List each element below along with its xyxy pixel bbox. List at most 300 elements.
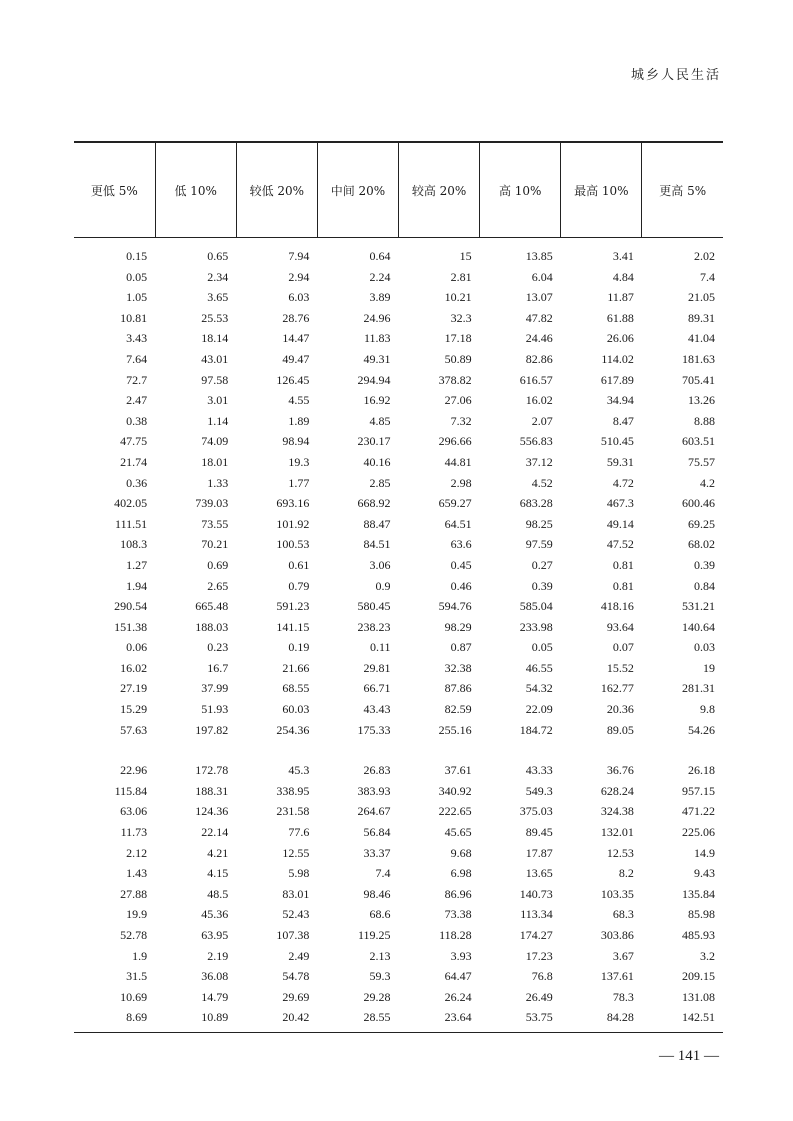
table-cell: 63.95 [201,928,229,942]
table-cell: 60.03 [282,702,310,717]
table-cell: 20.42 [282,1010,310,1025]
table-header-row [74,142,723,238]
table-cell: 1.14 [207,413,229,428]
table-cell: 549.3 [525,783,553,798]
table-cell: 68.3 [612,907,634,922]
table-cell: 59.31 [606,454,634,469]
table-cell: 51.93 [201,702,229,717]
table-row [74,863,723,884]
table-cell: 29.81 [363,660,391,675]
table-cell: 36.08 [201,969,229,984]
table-cell: 3.93 [450,948,472,963]
table-cell: 209.15 [682,969,715,984]
table-cell: 0.9 [375,578,391,593]
table-cell: 46.55 [525,660,553,675]
table-cell: 2.81 [450,269,472,284]
table-cell: 5.98 [288,866,310,881]
table-cell: 3.65 [207,290,229,305]
table-cell: 9.43 [694,866,715,881]
table-cell: 49.47 [282,351,310,366]
table-cell: 375.03 [519,804,553,819]
table-cell: 43.43 [363,702,391,717]
table-row [74,555,723,576]
table-row [74,946,723,967]
table-cell: 142.51 [682,1010,715,1025]
table-cell: 24.46 [525,331,553,346]
table-cell: 4.52 [531,475,553,490]
table-cell: 0.05 [531,640,553,655]
table-cell: 11.73 [120,825,148,840]
table-cell: 281.31 [682,681,715,696]
table-cell: 0.27 [531,557,553,572]
table-cell: 107.38 [276,928,310,942]
table-cell: 73.55 [201,516,229,531]
table-cell: 63.06 [120,804,148,819]
table-cell: 86.96 [444,886,472,901]
table-cell: 137.61 [600,969,634,984]
table-cell: 693.16 [276,496,310,511]
table-cell: 9.68 [450,845,472,860]
table-cell: 1.9 [132,948,148,963]
table-cell: 255.16 [438,722,472,737]
table-cell: 556.83 [519,434,553,449]
table-cell: 89.45 [525,825,553,840]
table-cell: 27.06 [444,393,472,408]
table-cell: 0.64 [369,249,391,263]
table-cell: 45.65 [444,825,472,840]
table-row [74,328,723,349]
table-cell: 0.23 [207,640,229,655]
table-cell: 8.2 [618,866,634,881]
column-header: 低 10% [155,142,236,238]
table-cell: 591.23 [276,599,310,614]
table-cell: 340.92 [438,783,472,798]
table-cell: 108.3 [120,537,148,552]
table-cell: 13.85 [525,249,553,263]
table-cell: 54.78 [282,969,310,984]
table-cell: 338.95 [276,783,310,798]
group-spacer [74,740,723,760]
table-cell: 37.61 [444,763,472,778]
table-cell: 0.39 [531,578,553,593]
table-cell: 28.55 [363,1010,391,1025]
table-cell: 0.36 [126,475,148,490]
table-cell: 34.94 [606,393,634,408]
table-cell: 100.53 [276,537,310,552]
table-cell: 2.13 [369,948,391,963]
table-row [74,987,723,1008]
table-row [74,370,723,391]
table-cell: 82.59 [444,702,472,717]
table-cell: 1.89 [288,413,310,428]
table-cell: 44.81 [444,454,472,469]
table-cell: 16.02 [525,393,553,408]
table-cell: 126.45 [276,372,310,387]
table-cell: 617.89 [600,372,634,387]
table-cell: 140.64 [682,619,715,634]
table-cell: 54.32 [525,681,553,696]
table-cell: 14.47 [282,331,310,346]
table-cell: 0.84 [694,578,715,593]
table-row [74,699,723,720]
table-cell: 6.03 [288,290,310,305]
table-cell: 13.07 [525,290,553,305]
table-cell: 124.36 [195,804,229,819]
table-cell: 52.78 [120,928,148,942]
table-cell: 84.28 [606,1010,634,1025]
table-row [74,390,723,411]
table-row [74,452,723,473]
table-row [74,720,723,741]
table-cell: 1.43 [126,866,148,881]
table-cell: 49.31 [363,351,391,366]
table-row [74,904,723,925]
table-cell: 19.3 [288,454,310,469]
table-cell: 1.05 [126,290,148,305]
table-cell: 659.27 [438,496,472,511]
table-cell: 61.88 [606,310,634,325]
table-cell: 75.57 [688,454,715,469]
table-cell: 20.36 [606,702,634,717]
table-cell: 78.3 [612,989,634,1004]
table-cell: 1.77 [288,475,310,490]
table-cell: 97.58 [201,372,229,387]
table-cell: 0.03 [694,640,715,655]
table-cell: 24.96 [363,310,391,325]
table-cell: 230.17 [357,434,391,449]
table-cell: 0.81 [612,557,634,572]
table-cell: 0.07 [612,640,634,655]
table-cell: 151.38 [114,619,148,634]
table-cell: 54.26 [688,722,715,737]
table-cell: 3.41 [612,249,634,263]
table-cell: 26.06 [606,331,634,346]
table-cell: 72.7 [126,372,148,387]
table-cell: 135.84 [682,886,715,901]
table-cell: 113.34 [520,907,553,922]
table-cell: 21.74 [120,454,148,469]
table-cell: 418.16 [600,599,634,614]
table-cell: 59.3 [369,969,391,984]
table-cell: 471.22 [682,804,715,819]
table-row [74,287,723,308]
table-cell: 64.47 [444,969,472,984]
table-cell: 510.45 [600,434,634,449]
table-cell: 188.03 [195,619,229,634]
table-row [74,822,723,843]
table-cell: 9.8 [700,702,715,717]
table-cell: 111.51 [115,516,148,531]
table-cell: 32.38 [444,660,472,675]
table-cell: 7.64 [126,351,148,366]
table-cell: 0.87 [450,640,472,655]
table-cell: 18.14 [201,331,229,346]
table-cell: 4.84 [612,269,634,284]
table-cell: 89.05 [606,722,634,737]
table-cell: 603.51 [682,434,715,449]
table-cell: 22.14 [201,825,229,840]
table-cell: 402.05 [114,496,148,511]
table-cell: 0.15 [126,249,148,263]
table-row [74,801,723,822]
table-cell: 48.5 [207,886,229,901]
table-cell: 98.29 [444,619,472,634]
table-cell: 26.83 [363,763,391,778]
column-header: 较高 20% [399,142,480,238]
table-cell: 29.69 [282,989,310,1004]
table-cell: 50.89 [444,351,472,366]
table-cell: 29.28 [363,989,391,1004]
table-cell: 181.63 [682,351,715,366]
table-cell: 4.15 [207,866,229,881]
table-cell: 15.52 [606,660,634,675]
table-cell: 585.04 [519,599,553,614]
table-cell: 45.3 [288,763,310,778]
column-header: 更低 5% [74,142,155,238]
table-cell: 172.78 [195,763,229,778]
table-row [74,267,723,288]
table-cell: 7.94 [288,249,310,263]
table-cell: 3.06 [369,557,391,572]
table-cell: 49.14 [606,516,634,531]
table-cell: 37.12 [525,454,553,469]
table-cell: 89.31 [688,310,715,325]
table-cell: 141.15 [276,619,310,634]
table-cell: 10.81 [120,310,148,325]
table-cell: 88.47 [363,516,391,531]
table-cell: 40.16 [363,454,391,469]
table-cell: 2.85 [369,475,391,490]
table-row [74,238,723,267]
table-cell: 580.45 [357,599,391,614]
table-cell: 2.98 [450,475,472,490]
table-row [74,760,723,781]
table-cell: 74.09 [201,434,229,449]
table-cell: 84.51 [363,537,391,552]
table-cell: 2.02 [694,249,715,263]
table-cell: 66.71 [363,681,391,696]
table-cell: 7.4 [700,269,715,284]
table-cell: 53.75 [525,1010,553,1025]
table-cell: 43.33 [525,763,553,778]
table-cell: 4.21 [207,845,229,860]
table-row [74,843,723,864]
table-cell: 0.79 [288,578,310,593]
table-cell: 184.72 [519,722,553,737]
table-cell: 8.88 [694,413,715,428]
table-cell: 43.01 [201,351,229,366]
table-cell: 254.36 [276,722,310,737]
table-cell: 14.9 [694,845,715,860]
table-cell: 47.82 [525,310,553,325]
table-cell: 21.66 [282,660,310,675]
table-cell: 77.6 [288,825,310,840]
table-cell: 10.69 [120,989,148,1004]
table-cell: 0.81 [612,578,634,593]
table-cell: 41.04 [688,331,715,346]
table-cell: 2.12 [126,845,148,860]
table-cell: 25.53 [201,310,229,325]
column-header: 最高 10% [561,142,642,238]
running-head: 城乡人民生活 [630,68,721,83]
table-cell: 132.01 [600,825,634,840]
table-cell: 2.47 [126,393,148,408]
table-cell: 8.47 [612,413,634,428]
table-row [74,596,723,617]
table-cell: 2.34 [207,269,229,284]
table-cell: 13.26 [688,393,715,408]
table-cell: 16.02 [120,660,148,675]
table-cell: 324.38 [600,804,634,819]
table-cell: 0.05 [126,269,148,284]
table-cell: 705.41 [682,372,715,387]
table-cell: 594.76 [438,599,472,614]
table-cell: 6.04 [531,269,553,284]
table-row [74,617,723,638]
table-cell: 303.86 [600,928,634,942]
table-cell: 13.65 [525,866,553,881]
table-cell: 68.02 [688,537,715,552]
table-cell: 2.49 [288,948,310,963]
table-cell: 600.46 [682,496,715,511]
table-cell: 1.94 [126,578,148,593]
table-cell: 64.51 [444,516,472,531]
income-group-table [74,141,723,1033]
table-cell: 668.92 [357,496,391,511]
table-row [74,966,723,987]
table-cell: 290.54 [114,599,148,614]
table-row [74,431,723,452]
table-cell: 52.43 [282,907,310,922]
table-cell: 140.73 [519,886,553,901]
table-cell: 957.15 [682,783,715,798]
table-cell: 98.94 [282,434,310,449]
table-cell: 17.87 [525,845,553,860]
table-cell: 0.61 [288,557,310,572]
table-cell: 1.27 [126,557,148,572]
table-row [74,411,723,432]
table-cell: 3.43 [126,331,148,346]
table-cell: 32.3 [450,310,472,325]
table-row [74,925,723,946]
table-row [74,473,723,494]
table-cell: 68.55 [282,681,310,696]
page-number: — 141 — [659,1048,719,1064]
table-cell: 0.39 [694,557,715,572]
table-cell: 14.79 [201,989,229,1004]
table-cell: 76.8 [531,969,553,984]
table-cell: 383.93 [357,783,391,798]
table-cell: 98.46 [363,886,391,901]
table-cell: 10.89 [201,1010,229,1025]
table-cell: 3.2 [700,948,715,963]
table-body [74,238,723,1032]
table-cell: 82.86 [525,351,553,366]
table-cell: 0.45 [450,557,472,572]
table-cell: 197.82 [195,722,229,737]
table-cell: 4.55 [288,393,310,408]
table-cell: 2.65 [207,578,229,593]
table-cell: 0.06 [126,640,148,655]
table-cell: 47.75 [120,434,148,449]
table-cell: 28.76 [282,310,310,325]
column-header: 较低 20% [236,142,317,238]
table-cell: 47.52 [606,537,634,552]
table-cell: 37.99 [201,681,229,696]
table-cell: 10.21 [444,290,472,305]
table-cell: 12.53 [606,845,634,860]
table-cell: 264.67 [357,804,391,819]
table-cell: 162.77 [600,681,634,696]
table-cell: 18.01 [201,454,229,469]
table-cell: 2.19 [207,948,229,963]
table-cell: 188.31 [195,783,229,798]
table-cell: 233.98 [519,619,553,634]
table-cell: 118.28 [439,928,472,942]
column-header: 高 10% [480,142,561,238]
table-cell: 17.18 [444,331,472,346]
table-cell: 12.55 [282,845,310,860]
table-cell: 17.23 [525,948,553,963]
table-cell: 15 [459,249,472,263]
table-row [74,884,723,905]
table-cell: 0.11 [369,640,391,655]
table-cell: 6.98 [450,866,472,881]
table-cell: 175.33 [357,722,391,737]
table-cell: 22.09 [525,702,553,717]
table-cell: 0.46 [450,578,472,593]
table-cell: 97.59 [525,537,553,552]
table-cell: 0.19 [288,640,310,655]
table-cell: 485.93 [682,928,715,942]
table-cell: 683.28 [519,496,553,511]
table-cell: 0.65 [207,249,229,263]
table-cell: 0.69 [207,557,229,572]
table-row [74,678,723,699]
table-cell: 4.2 [700,475,715,490]
column-header: 中间 20% [317,142,398,238]
table-cell: 467.3 [606,496,634,511]
table-cell: 31.5 [126,969,148,984]
table-cell: 174.27 [519,928,553,942]
table-cell: 57.63 [120,722,148,737]
table-cell: 114.02 [601,351,634,366]
table-row [74,514,723,535]
table-cell: 56.84 [363,825,391,840]
table-cell: 7.32 [450,413,472,428]
table-cell: 45.36 [201,907,229,922]
table-cell: 1.33 [207,475,229,490]
table-cell: 21.05 [688,290,715,305]
table-cell: 83.01 [282,886,310,901]
table-row [74,658,723,679]
table-cell: 231.58 [276,804,310,819]
table-cell: 22.96 [120,763,148,778]
table-cell: 87.86 [444,681,472,696]
table-cell: 739.03 [195,496,229,511]
table-cell: 73.38 [444,907,472,922]
table-cell: 26.24 [444,989,472,1004]
table-cell: 27.19 [120,681,148,696]
table-cell: 93.64 [606,619,634,634]
table-cell: 531.21 [682,599,715,614]
table-cell: 296.66 [438,434,472,449]
table-row [74,576,723,597]
table-cell: 70.21 [201,537,229,552]
table-cell: 27.88 [120,886,148,901]
table-cell: 68.6 [369,907,391,922]
table-cell: 19 [703,660,715,675]
